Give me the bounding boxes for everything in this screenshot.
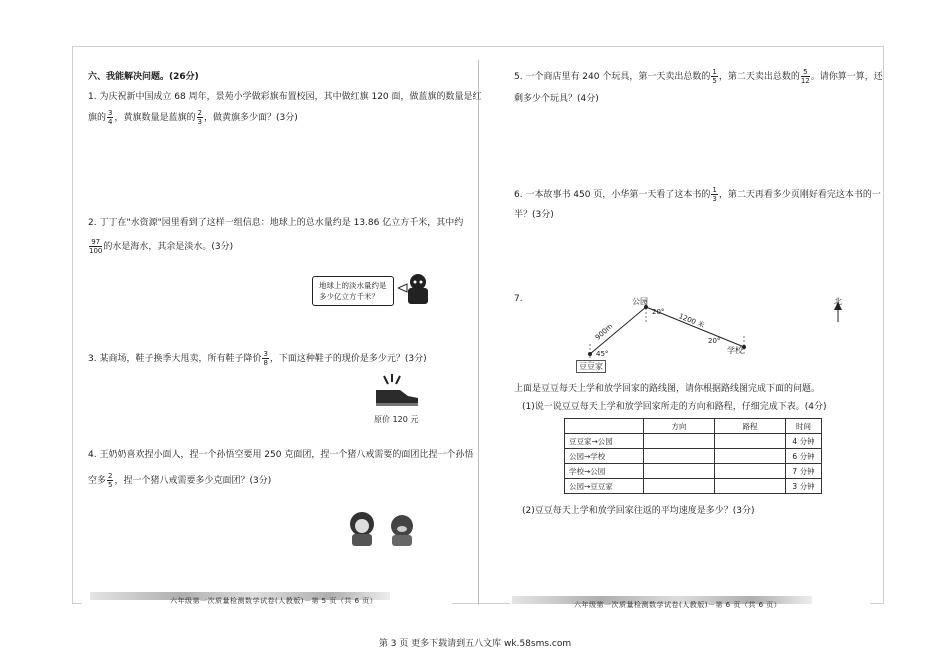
table-cell[interactable]	[715, 449, 786, 464]
table-header: 时间	[786, 419, 822, 434]
original-price: 原价 120 元	[374, 415, 419, 424]
table-cell[interactable]	[715, 434, 786, 449]
table-cell: 6 分钟	[786, 449, 822, 464]
map-angle-3: 45°	[596, 350, 609, 358]
fraction: $\frac{5}{12}$	[800, 68, 810, 85]
map-angle-2: 20°	[708, 337, 721, 345]
q5-line1: 5. 一个商店里有 240 个玩具，第一天卖出总数的 $\frac{1}{5}$ ，第二天卖出总数的 $\frac{5}{12}$ 。请你算一算，还	[514, 68, 883, 85]
map-north-label: 北	[834, 297, 842, 306]
table-header: 路程	[715, 419, 786, 434]
speech-bubble: 地球上的淡水量约是 多少亿立方千米？	[312, 276, 394, 306]
section-title: 六、我能解决问题。(26分)	[88, 72, 199, 82]
table-row	[565, 464, 822, 479]
map-distance-2: 1200 米	[677, 312, 706, 330]
q1-line1: 1. 为庆祝新中国成立 68 周年，景苑小学做彩旗布置校园，其中做红旗 120 面，做蓝旗的数量是红	[88, 92, 482, 102]
table-row	[565, 434, 822, 449]
map-park-label: 公园	[632, 297, 648, 306]
table-header	[565, 419, 644, 434]
q6-line1: 6. 一本故事书 450 页，小华第一天看了这本书的 $\frac{1}{3}$ ，第二天再看多少页刚好看完这本书的一	[514, 186, 881, 203]
table-cell: 公园→学校	[565, 449, 644, 464]
table-cell[interactable]	[644, 449, 715, 464]
monkey-pig-icon	[344, 508, 424, 548]
right-footer: 六年级第一次质量检测数学试卷(人教版)－第 6 页（共 6 页）	[574, 601, 782, 609]
table-cell[interactable]	[644, 479, 715, 494]
q4-line1: 4. 王奶奶喜欢捏小面人，捏一个孙悟空要用 250 克面团，捏一个猪八戒需要的面团比捏一个孙悟	[88, 450, 474, 460]
q7-intro: 上面是豆豆每天上学和放学回家的路线图，请你根据路线图完成下面的问题。	[514, 384, 821, 394]
map-distance-1: 900m	[593, 322, 615, 342]
map-angle-1: 20°	[652, 308, 665, 316]
q4-line2: 空多 $\frac{2}{5}$ ，捏一个猪八戒需要多少克面团？(3分)	[88, 472, 272, 489]
left-page	[82, 52, 482, 622]
q2-line1: 2. 丁丁在"水资源"园里看到了这样一组信息：地球上的总水量约是 13.86 亿立方千米，其中约	[88, 218, 464, 228]
map-home-label: 豆豆家	[576, 360, 606, 373]
table-cell: 7 分钟	[786, 464, 822, 479]
download-note: 第 3 页 更多下载请到五八文库 wk.58sms.com	[378, 639, 572, 649]
fraction: $\frac{2}{5}$	[108, 472, 113, 489]
q2-line2: $\frac{97}{100}$ 的水是海水，其余是淡水。(3分)	[89, 238, 234, 255]
table-row	[565, 479, 822, 494]
table-cell[interactable]	[715, 479, 786, 494]
q1-line2: 旗的 $\frac{3}{4}$ ，黄旗数量是蓝旗的 $\frac{2}{3}$ ，做黄旗多少面？(3分)	[88, 109, 298, 126]
fraction: $\frac{97}{100}$	[89, 238, 103, 255]
fraction: $\frac{3}{8}$	[263, 350, 268, 367]
fraction: $\frac{3}{4}$	[108, 109, 113, 126]
table-cell: 公园→豆豆家	[565, 479, 644, 494]
table-cell[interactable]	[644, 434, 715, 449]
table-cell[interactable]	[644, 464, 715, 479]
q5-line2: 剩多少个玩具？(4分)	[514, 94, 599, 104]
table-cell: 4 分钟	[786, 434, 822, 449]
fraction: $\frac{2}{3}$	[197, 109, 202, 126]
fraction: $\frac{1}{5}$	[712, 68, 717, 85]
child-icon	[398, 270, 432, 306]
q7-part1: (1)说一说豆豆每天上学和放学回家所走的方向和路程，仔细完成下表。(4分)	[522, 402, 827, 412]
table-header-row	[565, 419, 822, 434]
q6-line2: 半？(3分)	[514, 210, 554, 220]
page-divider	[478, 60, 479, 605]
table-cell: 豆豆家→公园	[565, 434, 644, 449]
table-row	[565, 449, 822, 464]
right-page	[510, 52, 883, 622]
q7-label: 7.	[514, 294, 523, 304]
table-cell[interactable]	[715, 464, 786, 479]
q7-part2: (2)豆豆每天上学和放学回家往返的平均速度是多少？(3分)	[522, 506, 755, 516]
shoe-icon	[370, 370, 422, 410]
table-header: 方向	[644, 419, 715, 434]
route-table	[564, 418, 822, 494]
table-cell: 3 分钟	[786, 479, 822, 494]
map-school-label: 学校	[727, 346, 743, 355]
fraction: $\frac{1}{3}$	[712, 186, 717, 203]
q3-line1: 3. 某商场，鞋子换季大甩卖，所有鞋子降价 $\frac{3}{8}$ ，下面这种鞋子的现价是多少元？(3分)	[88, 350, 427, 367]
left-footer: 六年级第一次质量检测数学试卷(人教版)－第 5 页（共 6 页）	[170, 597, 378, 605]
table-cell: 学校→公园	[565, 464, 644, 479]
